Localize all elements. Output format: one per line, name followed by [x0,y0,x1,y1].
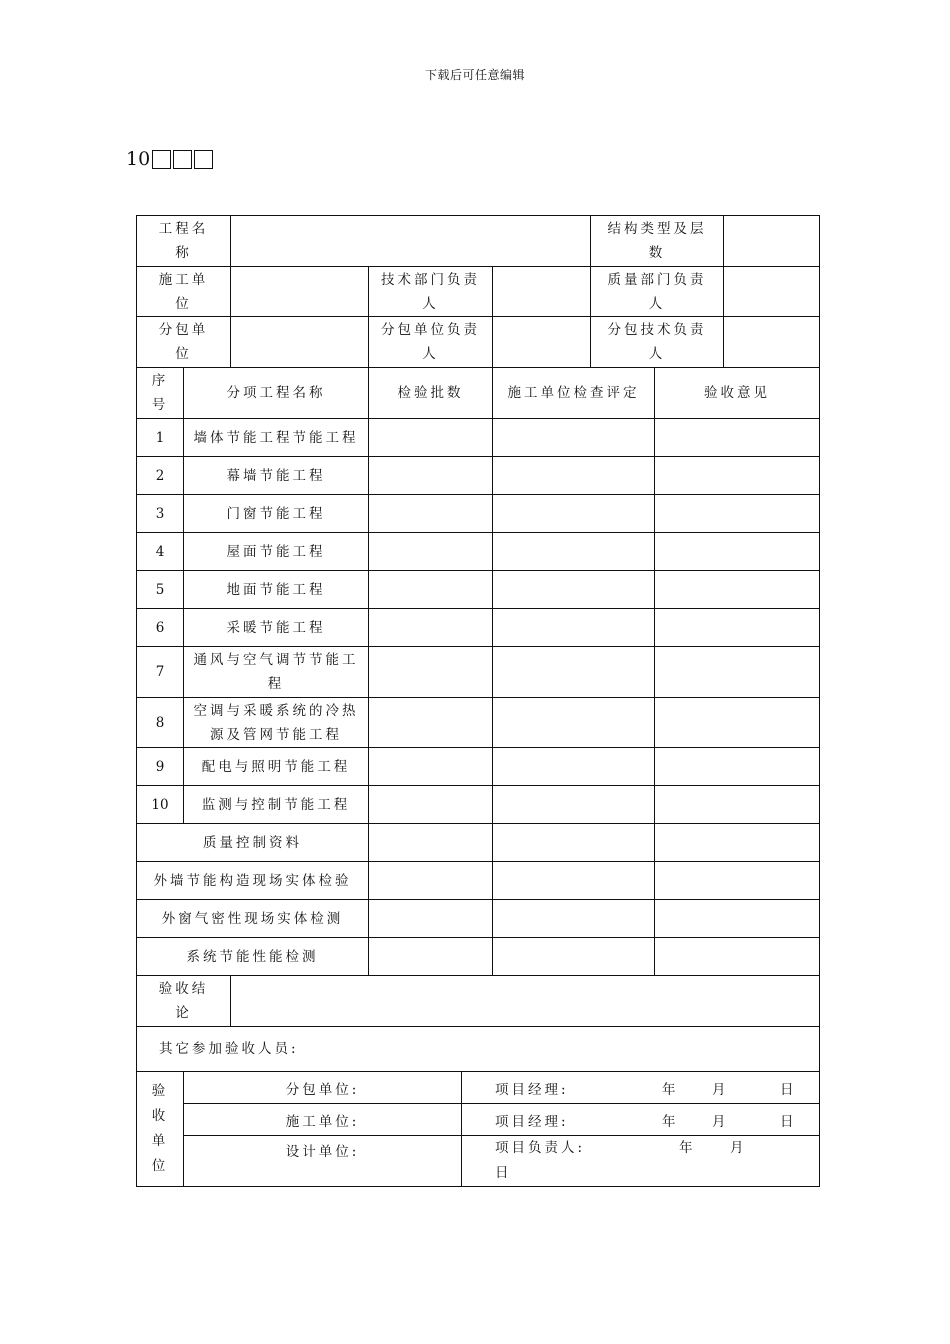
self-check-cell[interactable] [493,824,655,861]
date-day: 日 [495,1165,512,1181]
sign-manager-cell[interactable] [462,1104,819,1135]
seq-header: 序号 [137,368,184,418]
conclusion-value[interactable] [231,976,819,1026]
project-name-label: 工程名称 [137,216,231,266]
placeholder-box-icon [152,150,171,169]
acceptance-cell[interactable] [655,533,819,570]
seq-cell: 5 [137,571,184,608]
table-row [137,571,819,609]
acceptance-cell[interactable] [655,457,819,494]
table-row [137,419,819,457]
acceptance-cell[interactable] [655,571,819,608]
placeholder-box-icon [194,150,213,169]
sign-unit-cell[interactable]: 施工单位: [184,1104,462,1135]
acceptance-cell[interactable] [655,647,819,697]
subcontract-unit-value[interactable] [231,317,369,367]
tech-dept-head-value[interactable] [493,267,591,316]
table-row [137,495,819,533]
table-row [137,457,819,495]
sign-row [184,1136,819,1186]
item-name-cell: 幕墙节能工程 [184,457,369,494]
seq-cell: 3 [137,495,184,532]
seq-cell: 8 [137,698,184,747]
batch-count-cell[interactable] [369,495,493,532]
other-participants-row [137,1027,819,1072]
sign-rows [184,1072,819,1186]
subcontract-unit-label: 分包单位 [137,317,231,367]
self-check-cell[interactable] [493,647,655,697]
batch-count-cell[interactable] [369,647,493,697]
batch-count-cell[interactable] [369,824,493,861]
table-row [137,533,819,571]
seq-cell: 9 [137,748,184,785]
self-check-cell[interactable] [493,786,655,823]
acceptance-cell[interactable] [655,938,819,975]
extra-item-cell: 系统节能性能检测 [137,938,369,975]
extra-item-cell: 质量控制资料 [137,824,369,861]
item-name-cell: 地面节能工程 [184,571,369,608]
acceptance-header: 验收意见 [704,385,770,401]
subcontract-unit-head-label: 分包单位负责人 [369,317,493,367]
quality-dept-head-label: 质量部门负责人 [591,267,724,316]
date-month: 月 [712,1081,729,1098]
batch-count-cell[interactable] [369,571,493,608]
table-row [137,824,819,862]
batch-count-cell[interactable] [369,862,493,899]
construction-unit-value[interactable] [231,267,369,316]
self-check-cell[interactable] [493,457,655,494]
self-check-cell[interactable] [493,862,655,899]
batch-count-cell[interactable] [369,938,493,975]
sign-row [184,1104,819,1136]
date-year: 年 [679,1140,696,1156]
seq-cell: 4 [137,533,184,570]
placeholder-box-icon [173,150,192,169]
column-header-row [137,368,819,419]
sign-unit-label: 验收单位 [137,1072,184,1186]
batch-count-cell[interactable] [369,900,493,937]
self-check-header: 施工单位检查评定 [493,368,655,418]
batch-count-cell[interactable] [369,457,493,494]
date-year: 年 [662,1113,679,1130]
table-row [137,900,819,938]
conclusion-label: 验收结论 [137,976,231,1026]
seq-cell: 7 [137,647,184,697]
structure-type-label: 结构类型及层数 [591,216,724,266]
self-check-cell[interactable] [493,533,655,570]
table-row [137,609,819,647]
acceptance-cell[interactable] [655,900,819,937]
item-name-cell: 采暖节能工程 [184,609,369,646]
acceptance-cell[interactable] [655,824,819,861]
table-row [137,698,819,748]
sign-row [184,1072,819,1104]
table-row [137,647,819,698]
sign-block [137,1072,819,1186]
document-number: 10 [126,148,151,170]
info-row-project [137,216,819,267]
acceptance-cell[interactable] [655,786,819,823]
item-name-cell: 空调与采暖系统的冷热源及管网节能工程 [184,698,369,747]
sign-role-label: 项目经理: [495,1081,569,1098]
batch-count-header: 检验批数 [369,368,493,418]
item-name-cell: 通风与空气调节节能工程 [184,647,369,697]
acceptance-cell[interactable] [655,495,819,532]
info-row-subcontract [137,317,819,368]
table-row [137,938,819,976]
extra-item-cell: 外墙节能构造现场实体检验 [137,862,369,899]
seq-cell: 1 [137,419,184,456]
batch-count-cell[interactable] [369,609,493,646]
tech-dept-head-label: 技术部门负责人 [369,267,493,316]
extra-item-cell: 外窗气密性现场实体检测 [137,900,369,937]
batch-count-cell[interactable] [369,698,493,747]
date-day: 日 [780,1081,797,1098]
other-participants-label: 其它参加验收人员: [159,1041,299,1057]
table-row [137,862,819,900]
acceptance-form-table [136,215,820,1187]
sign-unit-cell[interactable]: 设计单位: [184,1136,462,1186]
subcontract-tech-head-value[interactable] [724,317,819,367]
sign-role-label: 项目负责人: [495,1140,586,1156]
item-name-header: 分项工程名称 [184,368,369,418]
document-title [126,148,213,170]
batch-count-cell[interactable] [369,786,493,823]
conclusion-row [137,976,819,1027]
date-month: 月 [712,1113,729,1130]
batch-count-cell[interactable] [369,419,493,456]
item-name-cell: 屋面节能工程 [184,533,369,570]
acceptance-cell[interactable] [655,609,819,646]
self-check-cell[interactable] [493,938,655,975]
batch-count-cell[interactable] [369,533,493,570]
info-row-construction [137,267,819,317]
self-check-cell[interactable] [493,609,655,646]
item-name-cell: 门窗节能工程 [184,495,369,532]
self-check-cell[interactable] [493,571,655,608]
seq-cell: 2 [137,457,184,494]
self-check-cell[interactable] [493,419,655,456]
date-year: 年 [662,1081,679,1098]
structure-type-value[interactable] [724,216,819,266]
sign-role-line [495,1136,819,1161]
table-row [137,748,819,786]
seq-cell: 10 [137,786,184,823]
item-name-cell: 监测与控制节能工程 [184,786,369,823]
batch-count-cell[interactable] [369,748,493,785]
date-day: 日 [780,1113,797,1130]
table-row [137,786,819,824]
acceptance-cell[interactable] [655,419,819,456]
sign-role-label: 项目经理: [495,1113,569,1130]
date-month: 月 [730,1140,747,1156]
self-check-cell[interactable] [493,748,655,785]
quality-dept-head-value[interactable] [724,267,819,316]
self-check-cell[interactable] [493,495,655,532]
self-check-cell[interactable] [493,900,655,937]
self-check-cell[interactable] [493,698,655,747]
acceptance-cell[interactable] [655,862,819,899]
acceptance-cell[interactable] [655,698,819,747]
item-name-cell: 墙体节能工程节能工程 [184,419,369,456]
project-name-value[interactable] [231,216,591,266]
subcontract-unit-head-value[interactable] [493,317,591,367]
item-name-cell: 配电与照明节能工程 [184,748,369,785]
sign-manager-cell[interactable] [462,1136,819,1186]
sign-unit-cell[interactable]: 分包单位: [184,1072,462,1103]
sign-manager-cell[interactable] [462,1072,819,1103]
construction-unit-label: 施工单位 [137,267,231,316]
header-note: 下载后可任意编辑 [424,68,525,82]
seq-cell: 6 [137,609,184,646]
acceptance-cell[interactable] [655,748,819,785]
subcontract-tech-head-label: 分包技术负责人 [591,317,724,367]
